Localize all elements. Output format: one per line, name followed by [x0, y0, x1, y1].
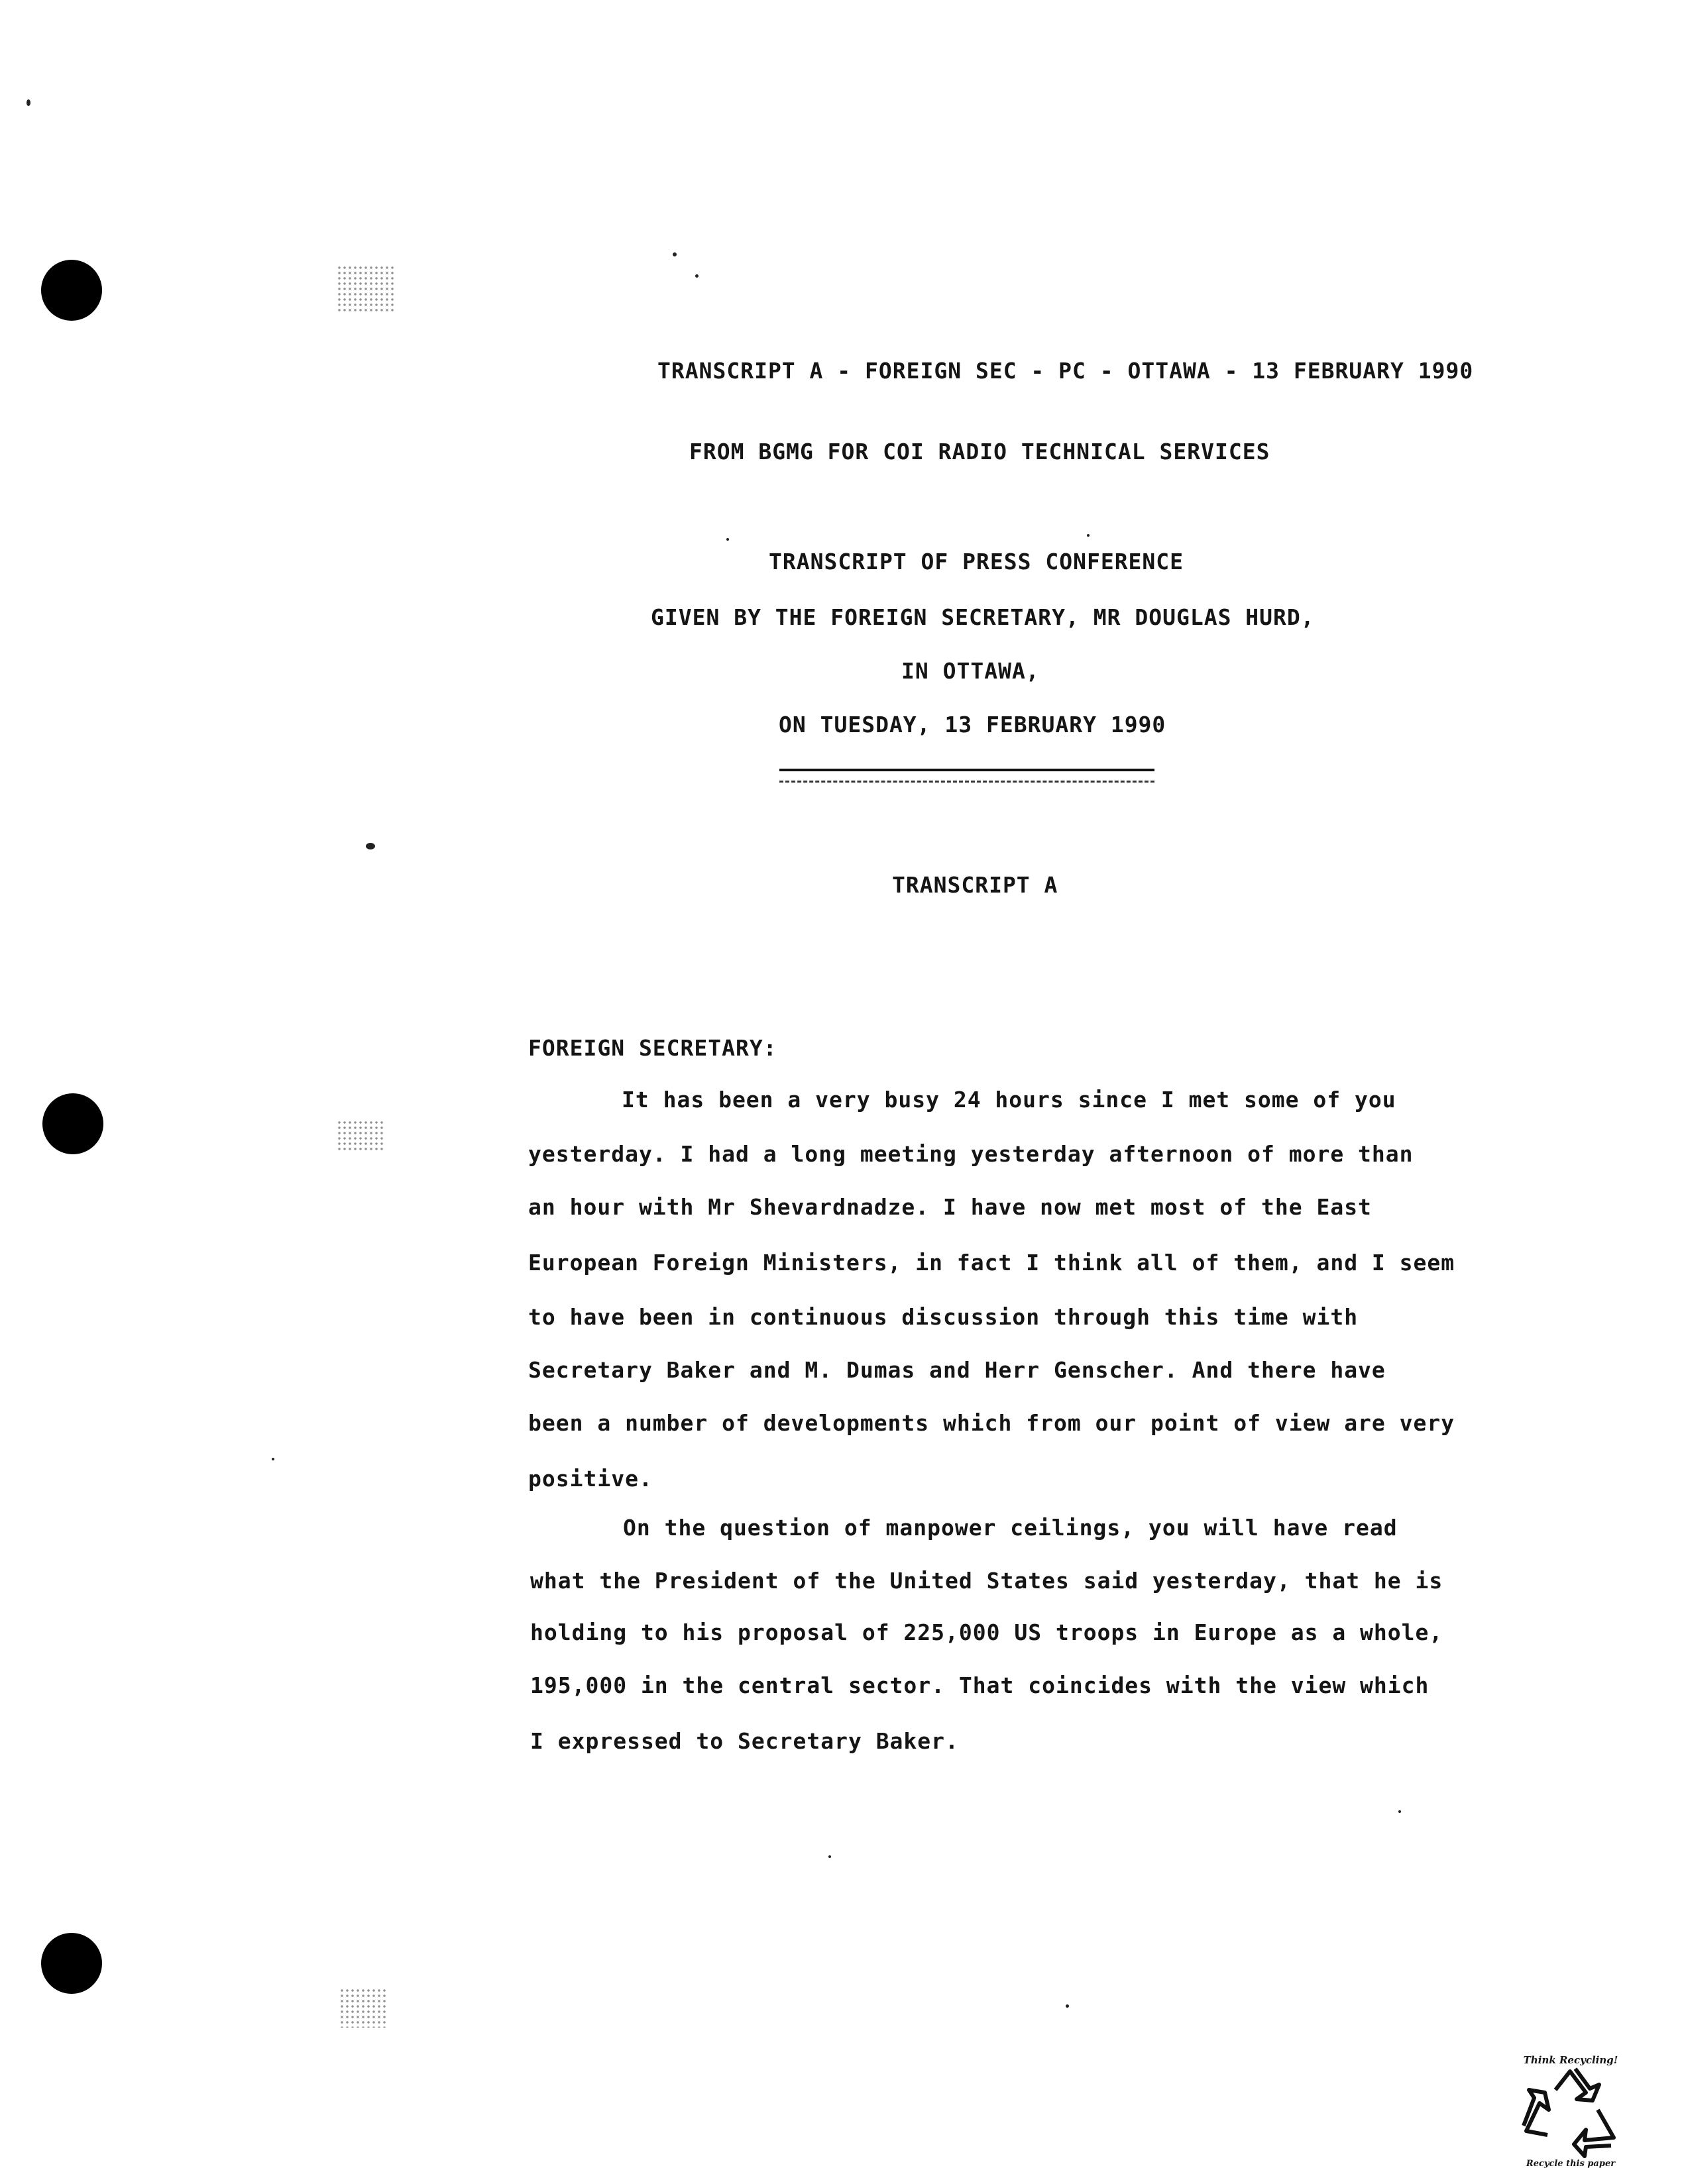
- paragraph-2-line: 195,000 in the central sector. That coincides with the view which: [530, 1672, 1430, 1698]
- title-line-4: ON TUESDAY, 13 FEBRUARY 1990: [779, 712, 1166, 737]
- scan-speck: [726, 538, 729, 541]
- title-line-3: IN OTTAWA,: [901, 658, 1040, 684]
- punch-hole-top: [41, 260, 102, 321]
- title-line-1: TRANSCRIPT OF PRESS CONFERENCE: [769, 549, 1184, 574]
- transcript-header: TRANSCRIPT A - FOREIGN SEC - PC - OTTAWA - 13 FEBRUARY 1990: [657, 358, 1474, 384]
- paragraph-2-line: I expressed to Secretary Baker.: [530, 1728, 959, 1754]
- paragraph-1-line: yesterday. I had a long meeting yesterday afternoon of more than: [528, 1141, 1414, 1167]
- scan-noise: [337, 265, 396, 311]
- paragraph-1-line: European Foreign Ministers, in fact I think all of them, and I seem: [528, 1250, 1455, 1276]
- recycle-top-text: Think Recycling!: [1523, 2054, 1618, 2066]
- paragraph-1-line: an hour with Mr Shevardnadze. I have now met most of the East: [528, 1194, 1372, 1220]
- title-line-2: GIVEN BY THE FOREIGN SECRETARY, MR DOUGLAS HURD,: [651, 604, 1315, 630]
- scan-speck: [828, 1855, 831, 1858]
- section-title: TRANSCRIPT A: [892, 872, 1058, 898]
- title-underline-rule: [779, 769, 1154, 783]
- punch-hole-middle: [42, 1093, 103, 1154]
- paragraph-2-line: holding to his proposal of 225,000 US troops in Europe as a whole,: [530, 1619, 1443, 1645]
- scan-noise: [337, 1120, 383, 1153]
- speaker-label: FOREIGN SECRETARY:: [528, 1035, 777, 1061]
- paragraph-1-line: It has been a very busy 24 hours since I met some of you: [622, 1087, 1396, 1113]
- paragraph-2-line: On the question of manpower ceilings, you will have read: [623, 1515, 1398, 1541]
- paragraph-1-line: to have been in continuous discussion through this time with: [528, 1304, 1359, 1330]
- recycle-bottom-text: Recycle this paper: [1526, 2159, 1616, 2169]
- scan-speck: [695, 274, 699, 278]
- paragraph-2-line: what the President of the United States said yesterday, that he is: [530, 1568, 1443, 1594]
- recycle-logo: [1518, 2054, 1624, 2180]
- scan-speck: [1087, 534, 1090, 537]
- paragraph-1-line: positive.: [528, 1466, 653, 1492]
- scan-speck: [1066, 2004, 1069, 2008]
- scan-speck: [27, 99, 30, 106]
- scan-speck: [366, 843, 375, 849]
- scan-noise: [339, 1988, 386, 2028]
- recycle-icon: [1521, 2066, 1620, 2159]
- paragraph-1-line: Secretary Baker and M. Dumas and Herr Genscher. And there have: [528, 1357, 1386, 1383]
- punch-hole-bottom: [41, 1933, 102, 1994]
- source-line: FROM BGMG FOR COI RADIO TECHNICAL SERVICES: [689, 439, 1270, 464]
- scan-speck: [1398, 1810, 1401, 1813]
- scan-speck: [272, 1458, 274, 1460]
- paragraph-1-line: been a number of developments which from our point of view are very: [528, 1410, 1455, 1436]
- scan-speck: [673, 252, 677, 256]
